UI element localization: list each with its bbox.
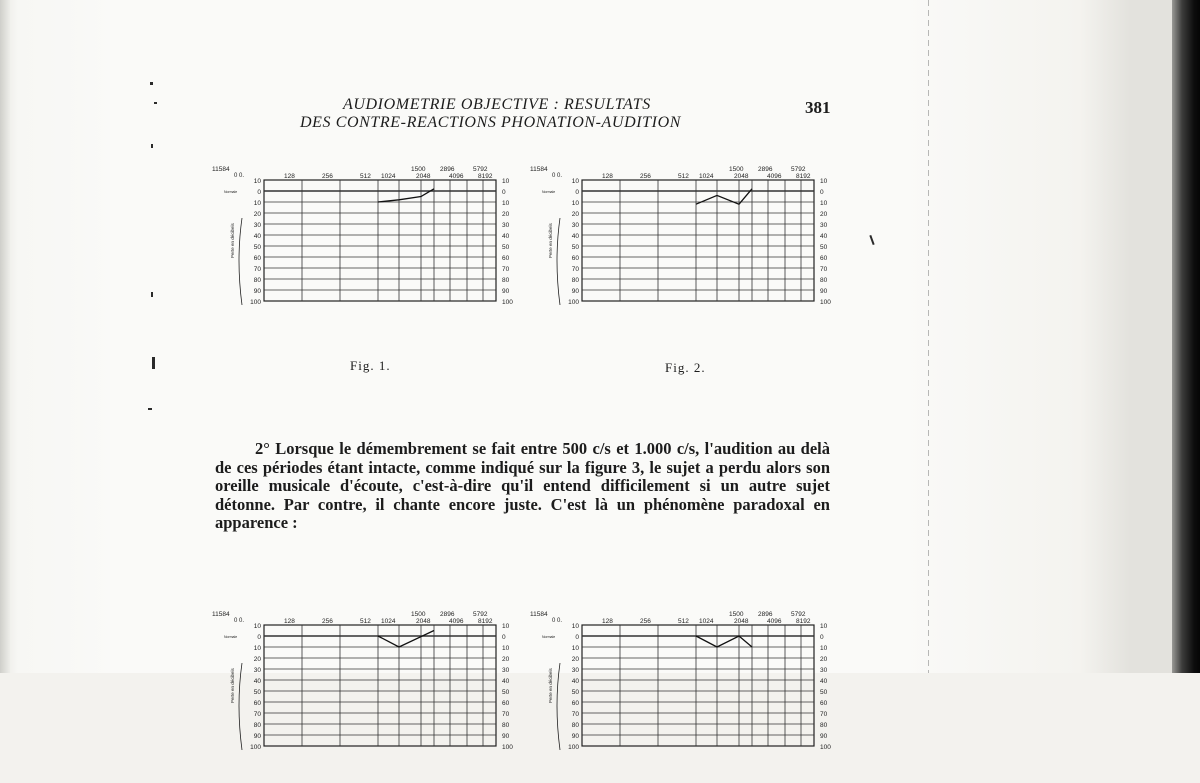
frequency-tick-label-top: 1500 — [729, 611, 744, 618]
y-tick-label-left: 70 — [571, 266, 579, 273]
y-tick-label-right: 10 — [820, 645, 828, 652]
y-tick-label-right: 10 — [820, 178, 828, 185]
y-tick-label-left: 90 — [571, 288, 579, 295]
y-tick-label-left: 0 — [257, 189, 261, 196]
y-tick-label-left: 80 — [253, 277, 261, 284]
y-tick-label-right: 80 — [502, 277, 510, 284]
y-tick-label-right: 10 — [820, 200, 828, 207]
y-tick-label-left: 0 — [575, 634, 579, 641]
hearing-curve — [696, 636, 752, 647]
axis-bracket — [557, 218, 560, 305]
figure-1-caption: Fig. 1. — [350, 358, 391, 373]
y-tick-label-left: 100 — [250, 299, 261, 306]
y-tick-label-right: 30 — [820, 667, 828, 674]
y-tick-label-right: 80 — [820, 277, 828, 284]
y-tick-label-right: 10 — [502, 200, 510, 207]
y-tick-label-right: 10 — [502, 645, 510, 652]
audiogram-grid — [582, 180, 814, 301]
y-tick-label-right: 40 — [820, 678, 828, 685]
frequency-tick-label: 8192 — [478, 618, 493, 625]
y-tick-label-right: 90 — [502, 733, 510, 740]
y-tick-label-right: 30 — [820, 222, 828, 229]
frequency-tick-label: 1024 — [381, 618, 396, 625]
y-tick-label-right: 10 — [502, 178, 510, 185]
y-tick-label-left: 0 — [257, 634, 261, 641]
y-tick-label-left: 10 — [571, 178, 579, 185]
y-tick-label-right: 60 — [820, 700, 828, 707]
frequency-tick-label: 128 — [602, 618, 613, 625]
running-header-line-1: AUDIOMETRIE OBJECTIVE : RESULTATS — [343, 96, 651, 113]
frequency-tick-label: 4096 — [449, 618, 464, 625]
y-tick-label-right: 60 — [502, 700, 510, 707]
y-tick-label-left: 80 — [571, 722, 579, 729]
frequency-tick-label: 1024 — [699, 618, 714, 625]
y-tick-label-left: 70 — [253, 266, 261, 273]
y-tick-label-left: 40 — [571, 233, 579, 240]
y-tick-label-left: 70 — [571, 711, 579, 718]
y-tick-label-left: 10 — [253, 200, 261, 207]
y-tick-label-right: 40 — [502, 678, 510, 685]
y-tick-label-right: 20 — [820, 211, 828, 218]
y-tick-label-right: 30 — [502, 222, 510, 229]
frequency-tick-label-top: 2896 — [758, 611, 773, 618]
y-tick-label-left: 80 — [571, 277, 579, 284]
paragraph-text: 2° Lorsque le démembrement se fait entre 500 c/s et 1.000 c/s, l'audition au delà de ces périodes étant intacte, comme indiqué sur la figure 3, le sujet a perdu alors son oreille musicale d'écoute, c'est-à-dire qu'il entend difficilement si un autre sujet détonne. Par contre, il chante encore juste. C'est là un phénomène paradoxal en apparence : — [215, 439, 830, 532]
y-tick-label-left: 30 — [253, 222, 261, 229]
y-tick-label-left: 10 — [571, 200, 579, 207]
y-tick-label-left: 50 — [571, 244, 579, 251]
frequency-tick-label: 256 — [322, 618, 333, 625]
y-tick-label-left: 20 — [253, 211, 261, 218]
grid-frame — [582, 625, 814, 746]
y-tick-label-left: 50 — [571, 689, 579, 696]
frequency-tick-label: 2048 — [416, 173, 431, 180]
audiogram-grid — [264, 625, 496, 746]
frequency-tick-label-top: 11584 — [530, 611, 548, 618]
y-tick-label-left: 20 — [253, 656, 261, 663]
y-tick-label-left: 80 — [253, 722, 261, 729]
audiogram-grid — [582, 625, 814, 746]
axis-bracket — [239, 218, 242, 305]
y-tick-label-right: 0 — [820, 634, 824, 641]
y-tick-label-right: 70 — [502, 711, 510, 718]
frequency-tick-label: 512 — [360, 173, 371, 180]
frequency-tick-label: 1024 — [381, 173, 396, 180]
frequency-tick-label-top: 5792 — [791, 166, 806, 173]
grid-frame — [582, 180, 814, 301]
y-tick-label-left: 50 — [253, 689, 261, 696]
frequency-tick-label: 1024 — [699, 173, 714, 180]
y-tick-label-right: 20 — [502, 211, 510, 218]
axis-bracket — [239, 663, 242, 750]
origin-label: 0 0. — [234, 618, 245, 624]
y-tick-label-left: 40 — [253, 233, 261, 240]
hearing-curve — [378, 631, 434, 648]
y-tick-label-right: 50 — [502, 244, 510, 251]
audiogram-fig-4 — [530, 603, 840, 783]
y-tick-label-right: 50 — [820, 689, 828, 696]
frequency-tick-label: 512 — [360, 618, 371, 625]
y-tick-label-left: 100 — [568, 744, 579, 751]
y-tick-label-left: 50 — [253, 244, 261, 251]
y-tick-label-right: 100 — [820, 299, 831, 306]
y-tick-label-left: 30 — [253, 667, 261, 674]
scan-speck — [151, 144, 153, 148]
y-tick-label-left: 10 — [571, 645, 579, 652]
frequency-tick-label: 512 — [678, 173, 689, 180]
frequency-tick-label: 256 — [322, 173, 333, 180]
scan-speck — [154, 102, 157, 104]
body-paragraph — [215, 440, 830, 533]
y-axis-title: Perte en décibels — [548, 223, 553, 258]
audiogram-fig-3 — [212, 603, 522, 783]
y-tick-label-left: 30 — [571, 222, 579, 229]
normal-level-label: Normale — [542, 190, 556, 194]
y-tick-label-right: 50 — [820, 244, 828, 251]
frequency-tick-label-top: 11584 — [530, 166, 548, 173]
y-tick-label-left: 90 — [571, 733, 579, 740]
frequency-tick-label-top: 5792 — [791, 611, 806, 618]
y-tick-label-right: 40 — [502, 233, 510, 240]
y-tick-label-right: 20 — [502, 656, 510, 663]
y-tick-label-left: 60 — [571, 255, 579, 262]
frequency-tick-label: 2048 — [416, 618, 431, 625]
y-tick-label-right: 100 — [502, 299, 513, 306]
frequency-tick-label-top: 5792 — [473, 166, 488, 173]
y-tick-label-left: 90 — [253, 288, 261, 295]
audiogram-fig-1 — [212, 158, 522, 338]
y-axis-title: Perte en décibels — [230, 223, 235, 258]
frequency-tick-label: 2048 — [734, 173, 749, 180]
frequency-tick-label: 4096 — [767, 173, 782, 180]
frequency-tick-label: 2048 — [734, 618, 749, 625]
scan-speck — [869, 235, 874, 245]
page-left-edge — [0, 0, 10, 673]
y-tick-label-left: 20 — [571, 656, 579, 663]
y-tick-label-right: 70 — [820, 266, 828, 273]
audiogram-grid — [264, 180, 496, 301]
scan-speck — [152, 357, 155, 369]
y-tick-label-left: 20 — [571, 211, 579, 218]
frequency-tick-label: 256 — [640, 173, 651, 180]
y-tick-label-right: 100 — [820, 744, 831, 751]
y-tick-label-right: 0 — [502, 634, 506, 641]
frequency-tick-label: 4096 — [449, 173, 464, 180]
frequency-tick-label: 256 — [640, 618, 651, 625]
y-tick-label-left: 60 — [253, 255, 261, 262]
origin-label: 0 0. — [552, 618, 563, 624]
y-tick-label-left: 10 — [253, 623, 261, 630]
running-header-line-2: DES CONTRE-REACTIONS PHONATION-AUDITION — [300, 114, 682, 131]
frequency-tick-label-top: 5792 — [473, 611, 488, 618]
y-tick-label-right: 0 — [820, 189, 824, 196]
page-fold-line — [928, 0, 929, 673]
origin-label: 0 0. — [234, 173, 245, 179]
frequency-tick-label-top: 2896 — [440, 611, 455, 618]
y-axis-title: Perte en décibels — [230, 668, 235, 703]
y-tick-label-right: 50 — [502, 689, 510, 696]
axis-bracket — [557, 663, 560, 750]
frequency-tick-label: 128 — [602, 173, 613, 180]
y-tick-label-left: 60 — [253, 700, 261, 707]
frequency-tick-label-top: 11584 — [212, 611, 230, 618]
frequency-tick-label: 128 — [284, 618, 295, 625]
frequency-tick-label-top: 11584 — [212, 166, 230, 173]
frequency-tick-label-top: 1500 — [411, 166, 426, 173]
scan-speck — [151, 292, 153, 297]
y-tick-label-left: 0 — [575, 189, 579, 196]
y-tick-label-right: 90 — [820, 288, 828, 295]
y-tick-label-left: 30 — [571, 667, 579, 674]
y-tick-label-left: 40 — [253, 678, 261, 685]
y-tick-label-right: 0 — [502, 189, 506, 196]
normal-level-label: Normale — [224, 635, 238, 639]
y-tick-label-right: 90 — [502, 288, 510, 295]
page-number: 381 — [805, 98, 831, 117]
frequency-tick-label: 4096 — [767, 618, 782, 625]
y-tick-label-right: 10 — [502, 623, 510, 630]
scan-speck — [150, 82, 153, 85]
audiogram-fig-2 — [530, 158, 840, 338]
y-tick-label-right: 30 — [502, 667, 510, 674]
scan-speck — [148, 408, 152, 410]
frequency-tick-label: 128 — [284, 173, 295, 180]
y-tick-label-right: 10 — [820, 623, 828, 630]
y-tick-label-right: 70 — [820, 711, 828, 718]
y-tick-label-right: 40 — [820, 233, 828, 240]
y-tick-label-left: 70 — [253, 711, 261, 718]
y-tick-label-left: 100 — [568, 299, 579, 306]
y-tick-label-left: 10 — [571, 623, 579, 630]
normal-level-label: Normale — [542, 635, 556, 639]
frequency-tick-label: 8192 — [796, 173, 811, 180]
y-tick-label-right: 60 — [820, 255, 828, 262]
y-axis-title: Perte en décibels — [548, 668, 553, 703]
book-spine-shadow — [1172, 0, 1200, 673]
y-tick-label-right: 90 — [820, 733, 828, 740]
y-tick-label-right: 80 — [820, 722, 828, 729]
frequency-tick-label: 8192 — [796, 618, 811, 625]
y-tick-label-left: 10 — [253, 645, 261, 652]
y-tick-label-right: 20 — [820, 656, 828, 663]
y-tick-label-left: 100 — [250, 744, 261, 751]
origin-label: 0 0. — [552, 173, 563, 179]
grid-frame — [264, 625, 496, 746]
frequency-tick-label-top: 2896 — [440, 166, 455, 173]
y-tick-label-left: 90 — [253, 733, 261, 740]
y-tick-label-left: 10 — [253, 178, 261, 185]
frequency-tick-label-top: 2896 — [758, 166, 773, 173]
y-tick-label-right: 60 — [502, 255, 510, 262]
grid-frame — [264, 180, 496, 301]
frequency-tick-label-top: 1500 — [729, 166, 744, 173]
y-tick-label-right: 80 — [502, 722, 510, 729]
figure-2-caption: Fig. 2. — [665, 360, 706, 375]
y-tick-label-left: 60 — [571, 700, 579, 707]
frequency-tick-label: 512 — [678, 618, 689, 625]
y-tick-label-left: 40 — [571, 678, 579, 685]
frequency-tick-label: 8192 — [478, 173, 493, 180]
frequency-tick-label-top: 1500 — [411, 611, 426, 618]
normal-level-label: Normale — [224, 190, 238, 194]
y-tick-label-right: 70 — [502, 266, 510, 273]
y-tick-label-right: 100 — [502, 744, 513, 751]
